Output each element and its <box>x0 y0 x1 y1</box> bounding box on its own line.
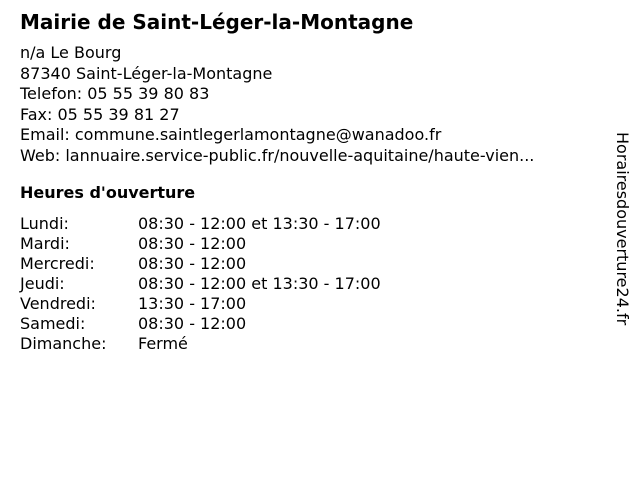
hours-row-friday <box>20 294 381 314</box>
site-watermark <box>612 132 632 372</box>
watermark-text: Horairesdouverture24.fr <box>613 132 632 326</box>
website-url: Web: lannuaire.service-public.fr/nouvelle-aquitaine/haute-vien... <box>20 145 535 165</box>
day-label: Lundi: <box>20 214 69 233</box>
street-address: n/a Le Bourg <box>20 43 122 62</box>
day-label: Samedi: <box>20 314 86 333</box>
hours-row-saturday <box>20 314 381 334</box>
hours-row-monday <box>20 214 381 234</box>
hours-row-wednesday <box>20 254 381 274</box>
business-name: Mairie de Saint-Léger-la-Montagne <box>20 10 414 34</box>
hours-row-sunday <box>20 334 381 354</box>
phone-number: Telefon: 05 55 39 80 83 <box>20 84 210 103</box>
time-range: 13:30 - 17:00 <box>138 294 247 313</box>
postal-city: 87340 Saint-Léger-la-Montagne <box>20 63 273 83</box>
hours-row-tuesday <box>20 234 381 254</box>
day-label: Vendredi: <box>20 294 96 313</box>
day-label: Jeudi: <box>20 274 65 293</box>
day-label: Mardi: <box>20 234 70 253</box>
hours-row-thursday <box>20 274 381 294</box>
time-range: 08:30 - 12:00 <box>138 314 247 333</box>
time-range: Fermé <box>138 334 188 353</box>
fax-number: Fax: 05 55 39 81 27 <box>20 104 180 124</box>
time-range: 08:30 - 12:00 <box>138 254 247 273</box>
email-address: Email: commune.saintlegerlamontagne@wanadoo.fr <box>20 125 442 144</box>
time-range: 08:30 - 12:00 et 13:30 - 17:00 <box>138 274 381 293</box>
time-range: 08:30 - 12:00 <box>138 234 247 253</box>
day-label: Dimanche: <box>20 334 107 353</box>
time-range: 08:30 - 12:00 et 13:30 - 17:00 <box>138 214 381 233</box>
day-label: Mercredi: <box>20 254 95 273</box>
opening-hours-table <box>20 214 381 354</box>
opening-hours-heading: Heures d'ouverture <box>20 183 196 202</box>
contact-info <box>20 43 534 166</box>
